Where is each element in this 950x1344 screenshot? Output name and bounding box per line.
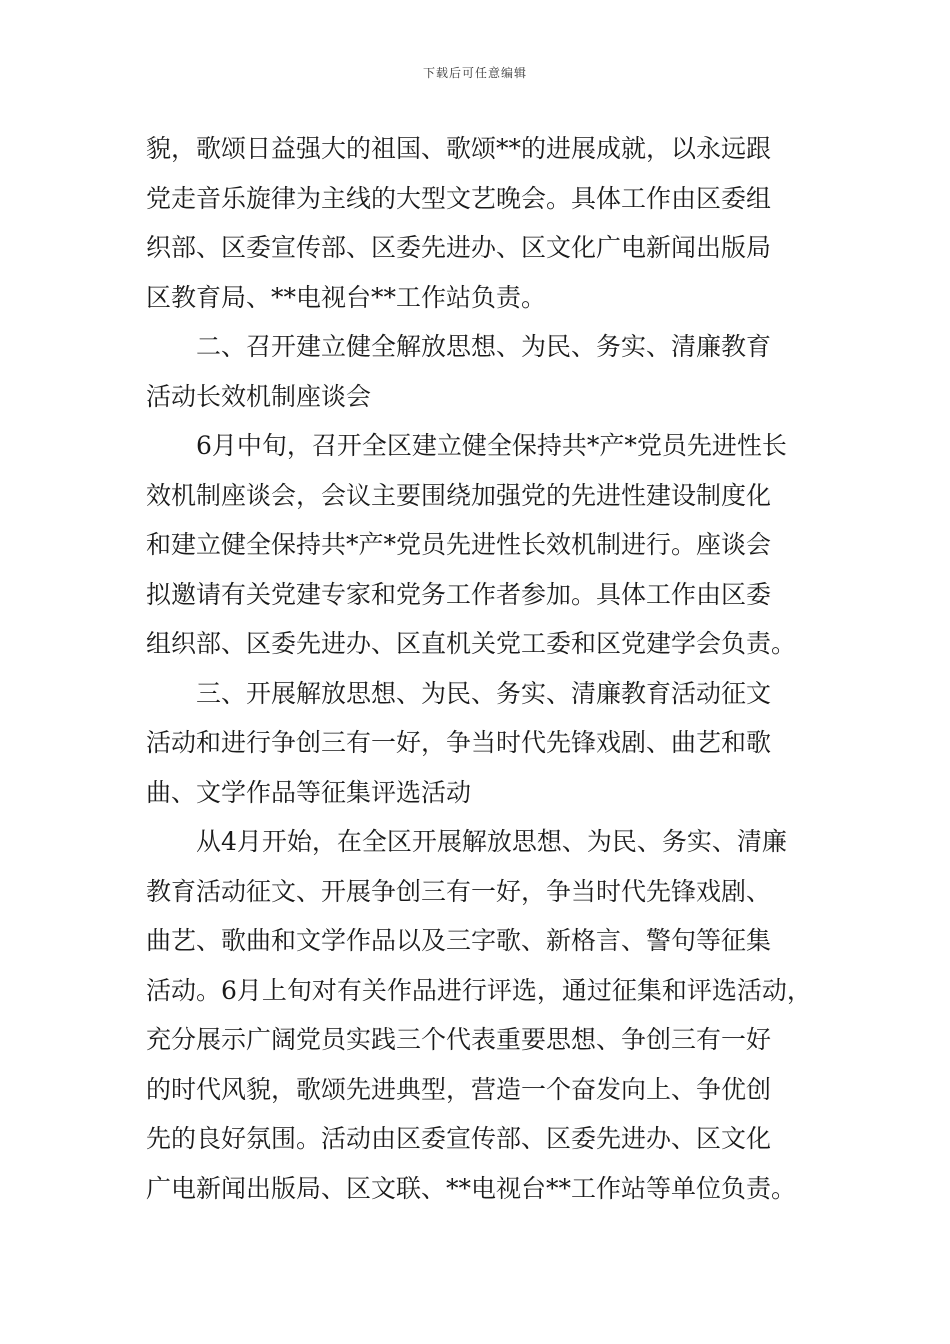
document-body — [146, 124, 814, 1213]
text-line: 拟邀请有关党建专家和党务工作者参加。具体工作由区委 — [146, 579, 772, 609]
text-line: 效机制座谈会，会议主要围绕加强党的先进性建设制度化 — [146, 480, 772, 510]
section-heading-line: 活动和进行争创三有一好，争当时代先锋戏剧、曲艺和歌 — [146, 728, 772, 757]
text-line: 从4月开始，在全区开展解放思想、为民、务实、清廉 — [196, 827, 787, 856]
section-heading-line: 三、开展解放思想、为民、务实、清廉教育活动征文 — [196, 678, 772, 708]
text-line: 教育活动征文、开展争创三有一好，争当时代先锋戏剧、 — [146, 876, 772, 906]
text-line: 曲艺、歌曲和文学作品以及三字歌、新格言、警句等征集 — [146, 926, 772, 955]
section-heading-line: 二、召开建立健全解放思想、为民、务实、清廉教育 — [196, 332, 772, 361]
text-line: 先的良好氛围。活动由区委宣传部、区委先进办、区文化 — [146, 1124, 772, 1153]
text-line: 党走音乐旋律为主线的大型文艺晚会。具体工作由区委组 — [146, 183, 772, 213]
page-header: 下载后可任意编辑 — [422, 66, 527, 80]
section-heading-line: 活动长效机制座谈会 — [146, 381, 372, 411]
text-line: 广电新闻出版局、区文联、**电视台**工作站等单位负责。 — [146, 1173, 797, 1203]
text-line: 区教育局、**电视台**工作站负责。 — [146, 282, 547, 312]
text-line: 和建立健全保持共*产*党员先进性长效机制进行。座谈会 — [146, 530, 772, 559]
text-line: 的时代风貌，歌颂先进典型，营造一个奋发向上、争优创 — [146, 1074, 772, 1104]
text-line: 6月中旬，召开全区建立健全保持共*产*党员先进性长 — [196, 431, 787, 460]
text-line: 织部、区委宣传部、区委先进办、区文化广电新闻出版局 — [146, 233, 772, 262]
text-line: 活动。6月上旬对有关作品进行评选，通过征集和评选活动， — [146, 975, 812, 1005]
text-line: 貌，歌颂日益强大的祖国、歌颂**的进展成就，以永远跟 — [146, 134, 772, 163]
section-heading-line: 曲、文学作品等征集评选活动 — [146, 777, 472, 807]
text-line: 充分展示广阔党员实践三个代表重要思想、争创三有一好 — [146, 1025, 772, 1054]
text-line: 组织部、区委先进办、区直机关党工委和区党建学会负责。 — [146, 629, 797, 658]
